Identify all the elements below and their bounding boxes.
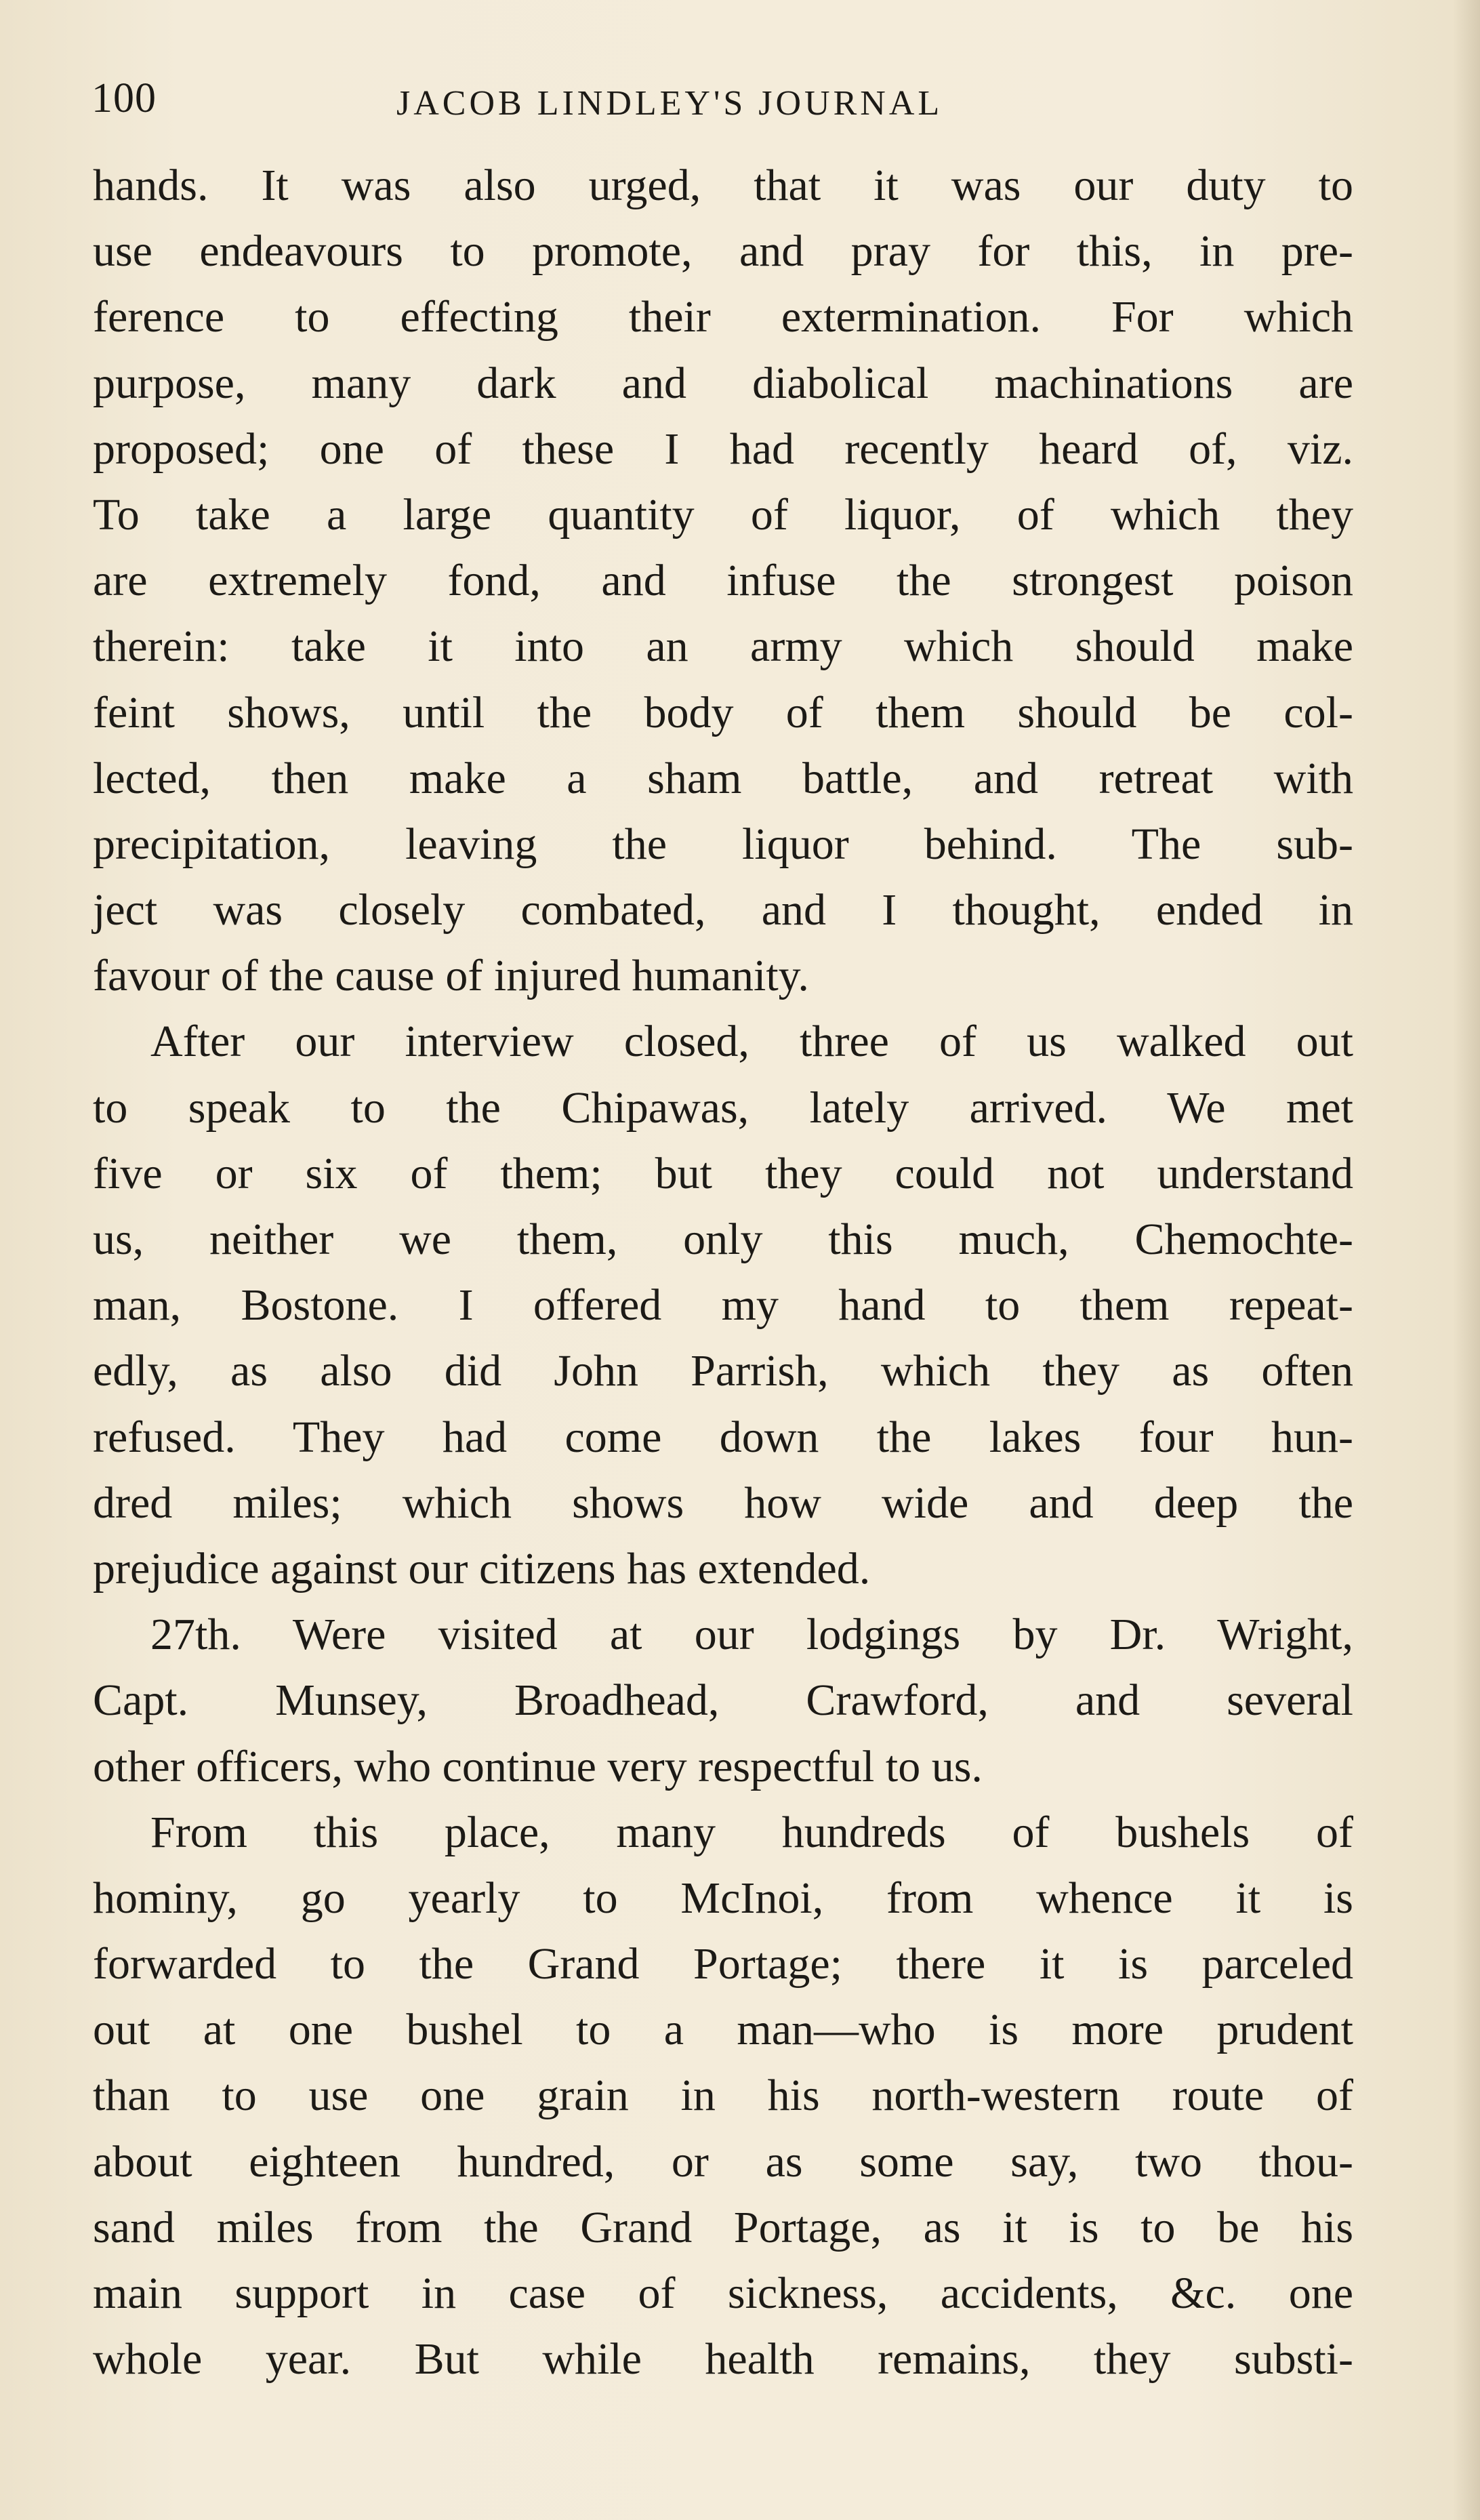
text-line: precipitation, leaving the liquor behind. The sub- (93, 819, 1353, 869)
text-line: From this place, many hundreds of bushels of (150, 1807, 1353, 1857)
text-line: whole year. But while health remains, they substi- (93, 2334, 1353, 2384)
page-number: 100 (91, 75, 157, 121)
text-line: favour of the cause of injured humanity. (93, 951, 809, 1001)
text-line: ference to effecting their extermination. For which (93, 292, 1353, 342)
text-line: about eighteen hundred, or as some say, two thou- (93, 2136, 1353, 2187)
text-line: than to use one grain in his north-western route of (93, 2071, 1353, 2121)
text-line: After our interview closed, three of us walked out (150, 1017, 1353, 1067)
text-line: to speak to the Chipawas, lately arrived. We met (93, 1082, 1353, 1133)
text-line: lected, then make a sham battle, and retreat with (93, 753, 1353, 803)
text-line: edly, as also did John Parrish, which they as often (93, 1346, 1353, 1396)
text-line: Capt. Munsey, Broadhead, Crawford, and several (93, 1675, 1353, 1726)
running-head: JACOB LINDLEY'S JOURNAL (396, 84, 943, 123)
text-line: man, Bostone. I offered my hand to them repeat- (93, 1280, 1353, 1330)
text-line: forwarded to the Grand Portage; there it is parceled (93, 1939, 1353, 1989)
text-line: main support in case of sickness, accidents, &c. one (93, 2269, 1353, 2318)
page-edge-shadow (1453, 0, 1480, 2520)
text-line: purpose, many dark and diabolical machinations are (93, 358, 1353, 408)
text-line: are extremely fond, and infuse the strongest poison (93, 556, 1353, 606)
text-line: hominy, go yearly to McInoi, from whence it is (93, 1873, 1353, 1923)
text-line: feint shows, until the body of them should be col- (93, 687, 1353, 737)
text-line: dred miles; which shows how wide and deep the (93, 1478, 1353, 1528)
page-header (91, 68, 1359, 129)
body-text (93, 153, 1353, 2392)
text-line: proposed; one of these I had recently heard of, viz. (93, 424, 1353, 474)
text-line: out at one bushel to a man—who is more prudent (93, 2005, 1353, 2055)
text-line: ject was closely combated, and I thought, ended in (93, 885, 1353, 935)
text-line: five or six of them; but they could not understand (93, 1148, 1353, 1198)
text-line: other officers, who continue very respectful to us. (93, 1741, 983, 1791)
text-line: To take a large quantity of liquor, of which they (93, 489, 1353, 540)
text-line: sand miles from the Grand Portage, as it is to be his (93, 2202, 1353, 2252)
text-line: therein: take it into an army which should make (93, 622, 1353, 672)
text-line: prejudice against our citizens has extended. (93, 1543, 871, 1593)
text-line: hands. It was also urged, that it was our duty to (93, 161, 1353, 210)
text-line: refused. They had come down the lakes four hun- (93, 1412, 1353, 1462)
text-line: use endeavours to promote, and pray for this, in pre- (93, 226, 1353, 277)
text-line: 27th. Were visited at our lodgings by Dr. Wright, (150, 1610, 1353, 1660)
text-line: us, neither we them, only this much, Chemochte- (93, 1215, 1353, 1264)
